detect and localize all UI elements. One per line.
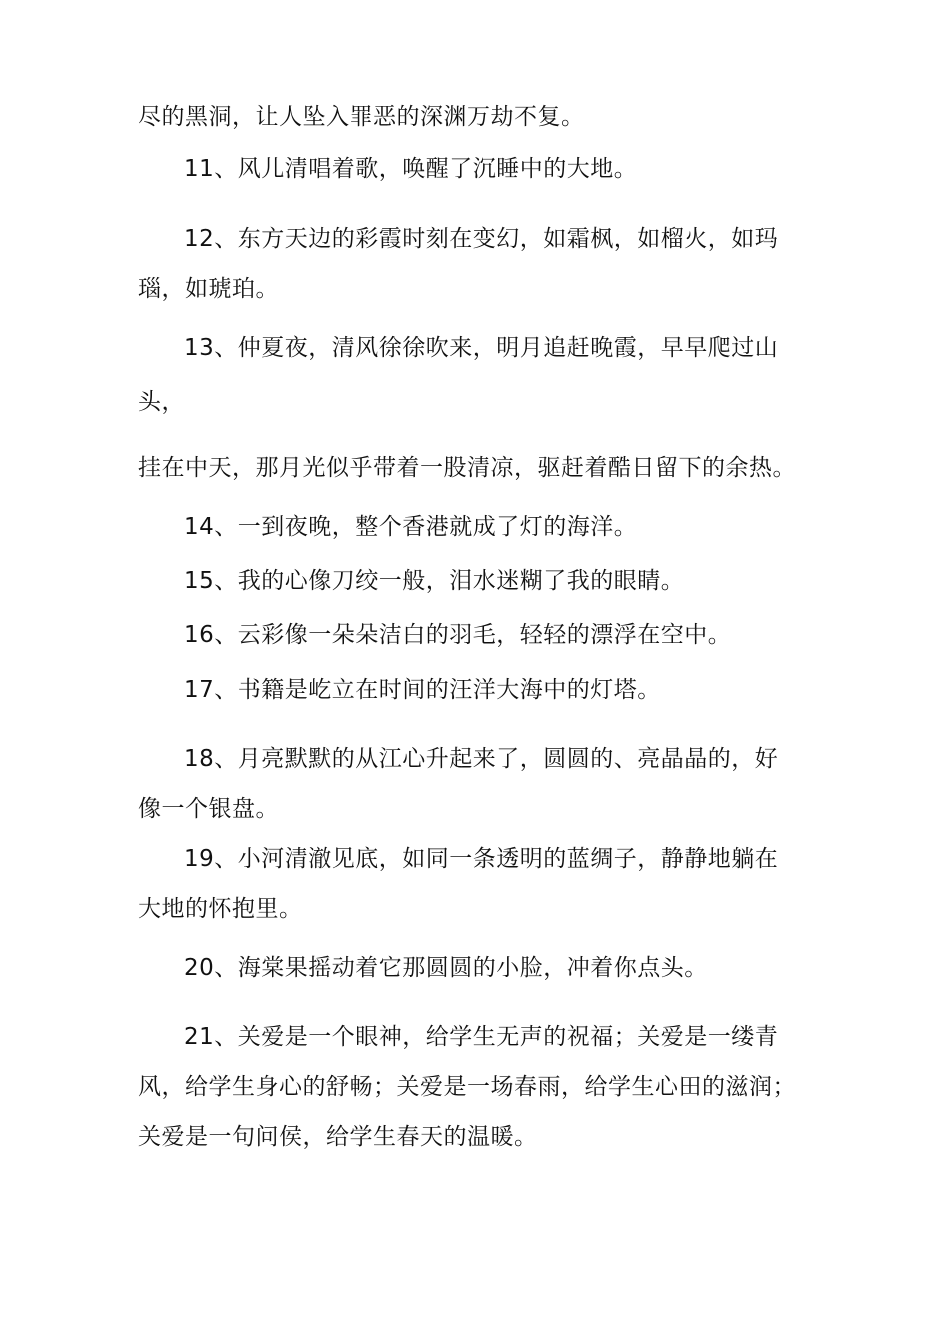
text-line: 大地的怀抱里。 bbox=[138, 896, 303, 922]
text-line: 12、东方天边的彩霞时刻在变幻，如霜枫，如榴火，如玛 bbox=[184, 226, 779, 252]
text-line: 21、关爱是一个眼神，给学生无声的祝福；关爱是一缕青 bbox=[184, 1024, 779, 1050]
text-line: 18、月亮默默的从江心升起来了，圆圆的、亮晶晶的，好 bbox=[184, 746, 779, 772]
text-line: 瑙，如琥珀。 bbox=[138, 276, 279, 302]
text-line: 11、风儿清唱着歌，唤醒了沉睡中的大地。 bbox=[184, 156, 638, 182]
text-line: 15、我的心像刀绞一般，泪水迷糊了我的眼睛。 bbox=[184, 568, 685, 594]
text-line: 挂在中天，那月光似乎带着一股清凉，驱赶着酷日留下的余热。 bbox=[138, 455, 796, 481]
text-line: 14、一到夜晚，整个香港就成了灯的海洋。 bbox=[184, 514, 638, 540]
text-line: 像一个银盘。 bbox=[138, 796, 279, 822]
text-line: 尽的黑洞，让人坠入罪恶的深渊万劫不复。 bbox=[138, 104, 585, 130]
text-line: 20、海棠果摇动着它那圆圆的小脸，冲着你点头。 bbox=[184, 955, 708, 981]
text-line: 16、云彩像一朵朵洁白的羽毛，轻轻的漂浮在空中。 bbox=[184, 622, 732, 648]
text-line: 头， bbox=[138, 389, 185, 415]
text-line: 19、小河清澈见底，如同一条透明的蓝绸子，静静地躺在 bbox=[184, 846, 779, 872]
text-line: 13、仲夏夜，清风徐徐吹来，明月追赶晚霞，早早爬过山 bbox=[184, 335, 779, 361]
text-line: 17、书籍是屹立在时间的汪洋大海中的灯塔。 bbox=[184, 677, 661, 703]
text-line: 关爱是一句问侯，给学生春天的温暖。 bbox=[138, 1124, 538, 1150]
text-line: 风，给学生身心的舒畅；关爱是一场春雨，给学生心田的滋润； bbox=[138, 1074, 796, 1100]
